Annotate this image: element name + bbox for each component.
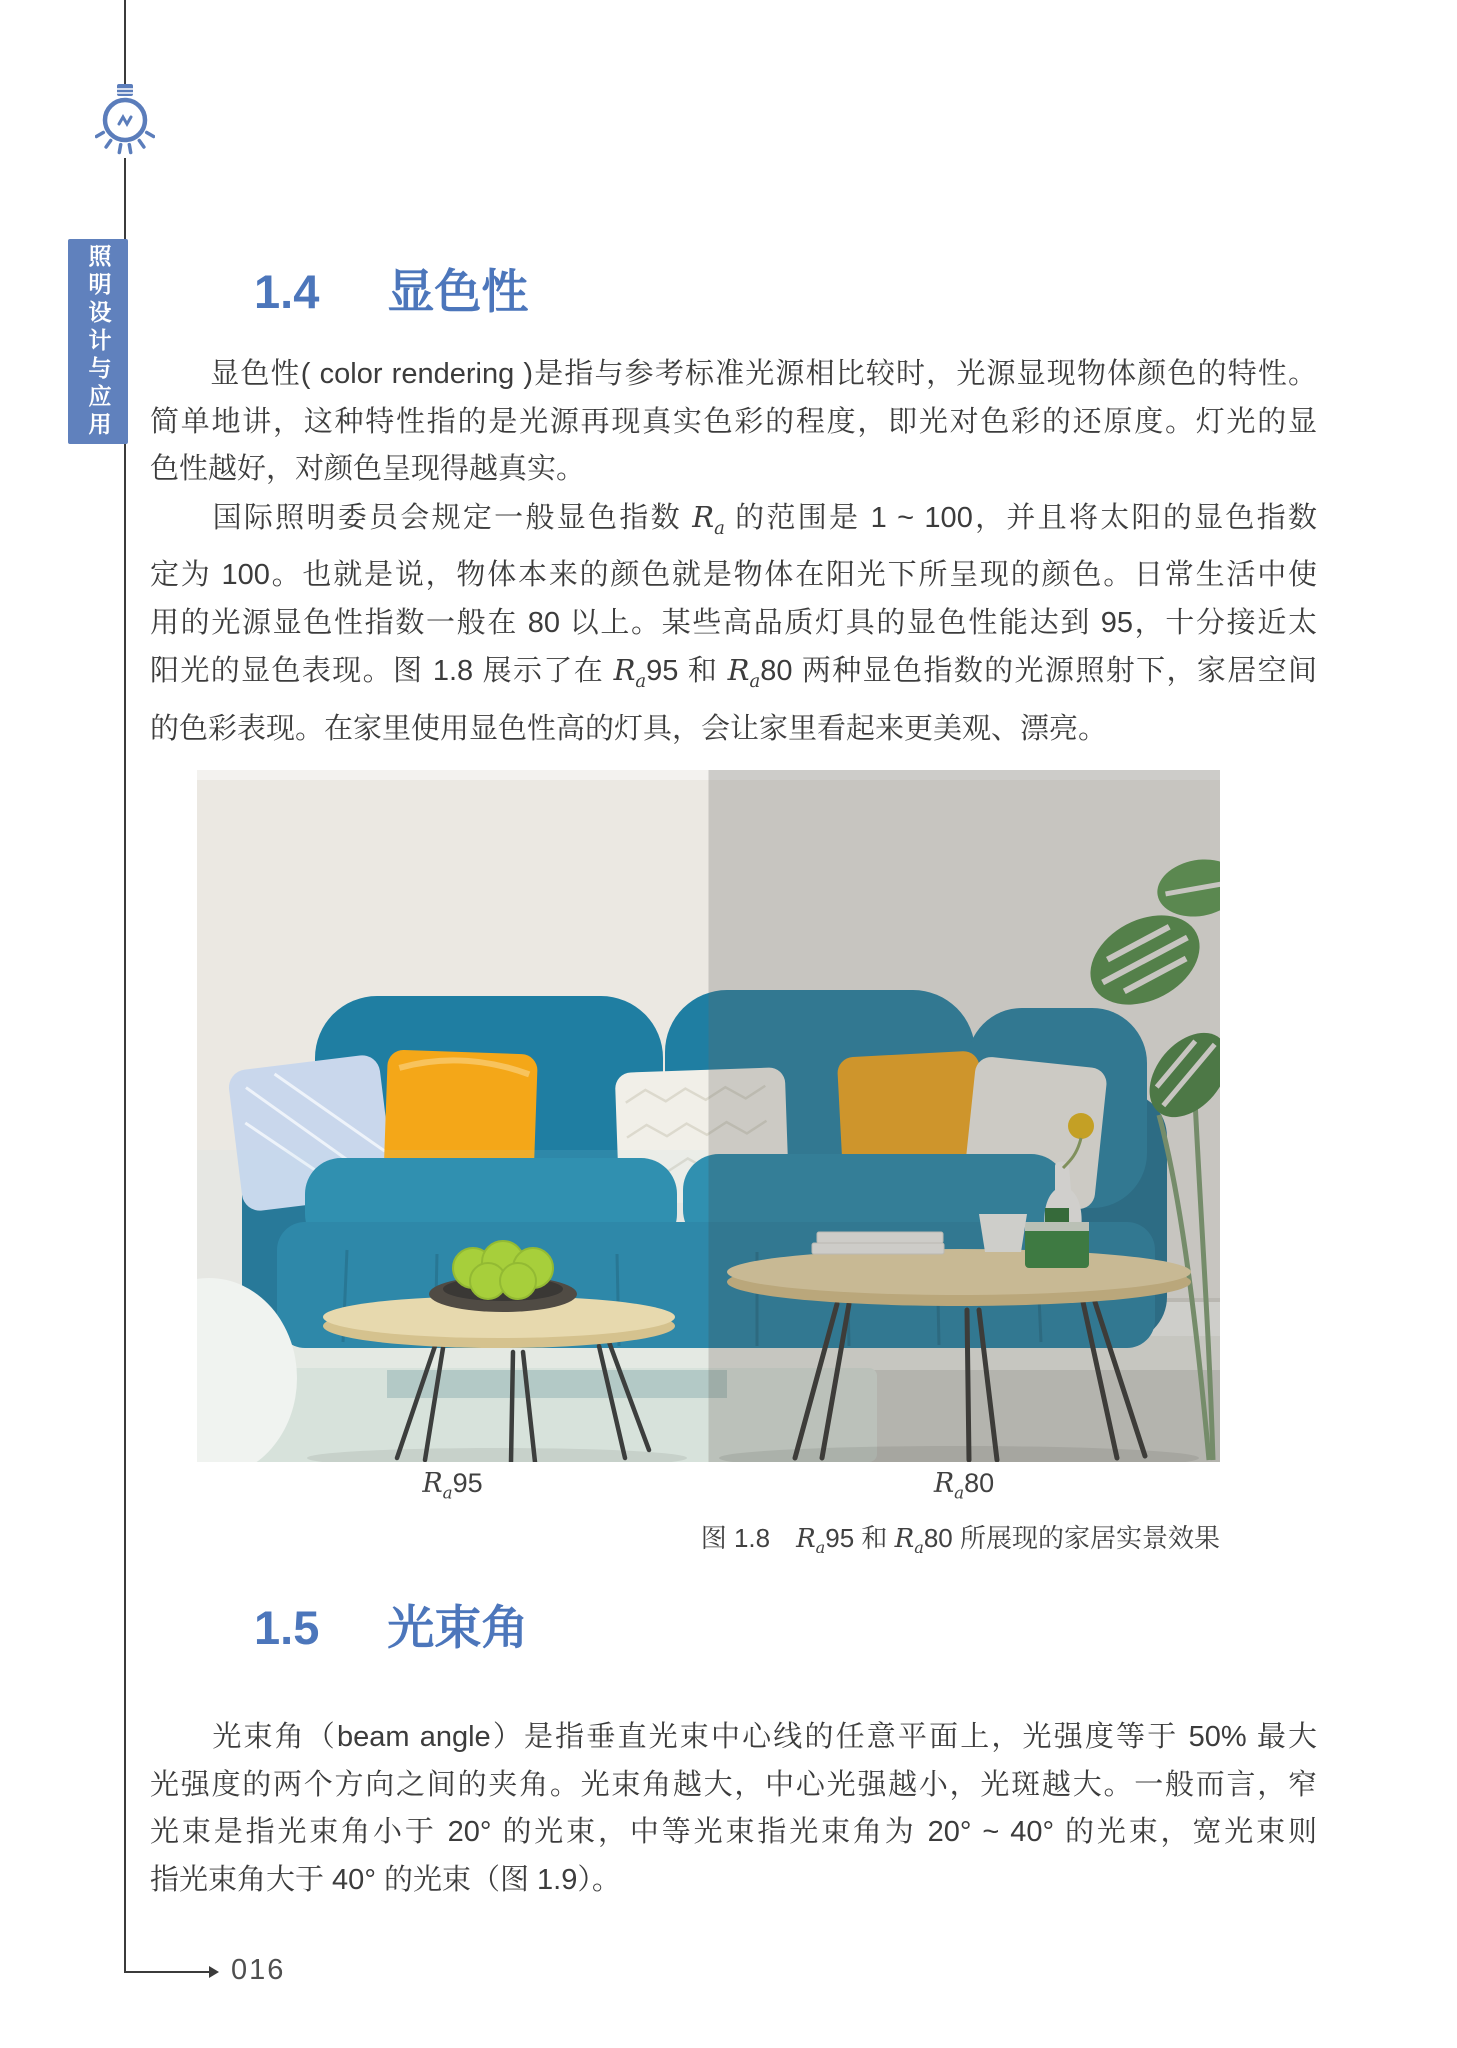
line-text: 定为 100。也就是说，物体本来的颜色就是物体在阳光下所呈现的颜色。日常生活中使 [150,559,1317,592]
paragraph-line [150,1809,1317,1857]
figure-label-ra80: $R_a80$ [933,1468,995,1503]
cord-line-mid [124,158,126,239]
paragraph-line [150,446,1317,494]
paragraph-line [150,351,1317,399]
page-number: 016 [231,1954,286,1986]
ra-symbol: $R_a$ [894,1524,924,1558]
ra-symbol: $R_a$ [613,653,647,693]
living-room-illustration [197,770,1220,1462]
paragraph-line [150,552,1317,600]
paragraph-line [150,1857,1317,1905]
line-text: 阳光的显色表现。图 1.8 展示了在 [150,655,614,688]
line-text: 用的光源显色性指数一般在 80 以上。某些高品质灯具的显色性能达到 95，十分接近太 [150,606,1317,639]
line-text: 简单地讲，这种特性指的是光源再现真实色彩的程度，即光对色彩的还原度。灯光的显 [150,405,1317,438]
line-text: 的范围是 1 ~ 100，并且将太阳的显色指数 [724,501,1317,534]
figure-label-ra95: $R_a95$ [422,1468,483,1503]
paragraph-line [150,600,1317,648]
side-rail-line [124,444,126,1973]
line-text: 色性越好，对颜色呈现得越真实。 [150,453,586,486]
ra-symbol: $R_a$ [727,653,761,693]
section-title: 显色性 [387,265,529,318]
ra80-gray-overlay [709,770,1221,1462]
section-heading-1-4 [254,266,528,319]
paragraph-line [150,706,1317,754]
line-text: 光强度的两个方向之间的夹角。光束角越大，中心光强越小，光斑越大。一般而言，窄 [150,1768,1317,1801]
chapter-tab [68,239,128,444]
ra-symbol: $R_a$ [796,1524,826,1558]
figure-1-8-photo [197,770,1220,1462]
paragraph-line [150,399,1317,447]
ra-symbol: $R_a$ [692,499,725,539]
line-text: 80 两种显色指数的光源照射下，家居空间 [760,655,1317,688]
line-text: 光束是指光束角小于 20° 的光束，中等光束指光束角为 20° ~ 40° 的光束，宽光束则 [150,1816,1317,1849]
section-number: 1.5 [254,1601,320,1654]
line-text: 指光束角大于 40° 的光束（图 1.9）。 [150,1863,621,1896]
paragraph-line [150,1762,1317,1810]
paragraph-line [150,1714,1317,1762]
section-heading-1-5 [254,1602,528,1655]
paragraph-line [150,494,1317,552]
chapter-tab-label: 照明设计与应用 [85,243,112,440]
ra95-tint-overlay [197,1150,709,1462]
lightbulb-icon [95,84,155,168]
figure-caption: 图 1.8 $R_a95$ 和 $R_a80$ 所展现的家居实景效果 [700,1523,1220,1558]
ra-symbol: $R_a$ [933,1468,965,1503]
footer-arrow-icon [209,1966,219,1978]
paragraph-color-rendering [150,351,1317,753]
section-number: 1.4 [254,265,320,318]
ra-symbol: $R_a$ [422,1468,453,1503]
paragraph-beam-angle [150,1714,1317,1904]
paragraph-line [150,647,1317,705]
section-title: 光束角 [387,1601,529,1654]
line-text: 95 和 [646,655,728,688]
line-text: 显色性( color rendering )是指与参考标准光源相比较时，光源显现物体颜色的特性。 [150,358,1317,390]
cord-line-top [124,0,126,86]
line-text: 光束角（beam angle）是指垂直光束中心线的任意平面上，光强度等于 50% 最大 [150,1721,1317,1753]
line-text: 的色彩表现。在家里使用显色性高的灯具，会让家里看起来更美观、漂亮。 [150,712,1108,745]
footer-line [125,1971,209,1973]
line-text: 国际照明委员会规定一般显色指数 [150,501,693,534]
